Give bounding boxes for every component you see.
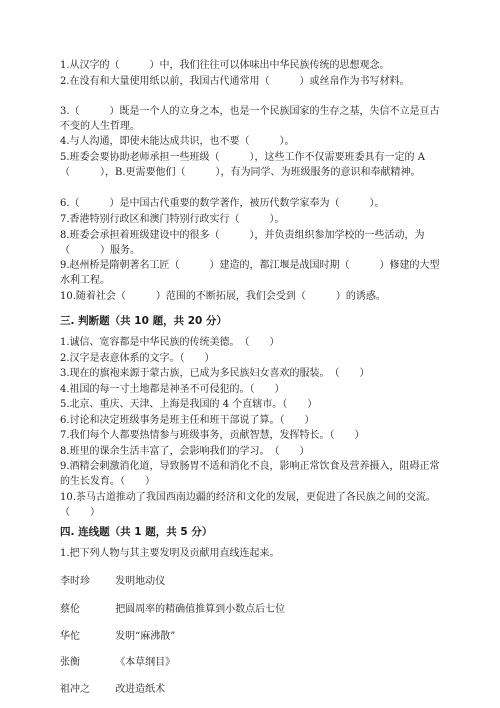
- fill-item-9: 9.赵州桥是隋朝著名工匠（ ）建造的，都江堰是战国时期（ ）修建的大型水利工程。: [60, 260, 440, 286]
- fill-item-8: 8.班委会承担着班级建设中的很多（ ），并负责组织参加学校的一些活动，为（ ）服务。: [60, 230, 425, 256]
- fill-item-6: 6.（ ）是中国古代重要的数学著作，被历代数学家奉为（ ）。: [60, 198, 385, 209]
- judge-item-10: 10.茶马古道推动了我国西南边疆的经济和文化的发展，更促进了各民族之间的交流。（ ）: [60, 492, 436, 518]
- judge-item-3: 3.现在的旗袍来源于蒙古族，已成为多民族妇女喜欢的服装。 （ ）: [60, 368, 370, 379]
- judge-section-title: 三. 判断题（共 10 题，共 20 分）: [60, 315, 227, 327]
- fill-item-1: 1.从汉字的（ ）中，我们往往可以体味出中华民族传统的思想观念。: [60, 60, 390, 71]
- match-row: [60, 682, 165, 697]
- match-person: 李时珍: [60, 576, 90, 587]
- fill-item-2: 2.在没有和大量使用纸以前，我国古代通常用（ ）或丝帛作为书写材料。: [60, 76, 410, 87]
- match-person: 华佗: [60, 631, 80, 642]
- match-item: 把圆周率的精确值推算到小数点后七位: [115, 604, 286, 615]
- judge-item-6: 6.讨论和决定班级事务是班主任和班干部说了算。（ ）: [60, 415, 315, 426]
- match-item: 发明“麻沸散”: [115, 631, 176, 642]
- fill-item-3: 3.（ ）既是一个人的立身之本，也是一个民族国家的生存之基，失信不立是亘古不变的人生哲理。: [60, 106, 440, 132]
- fill-item-4: 4.与人沟通，即使未能达成共识，也不要（ ）。: [60, 136, 295, 147]
- judge-item-7: 7.我们每个人都要热情参与班级事务，贡献智慧，发挥特长。（ ）: [60, 430, 365, 441]
- match-item: 发明地动仪: [115, 576, 166, 587]
- matching-section-title: 四. 连线题（共 1 题，共 5 分）: [60, 526, 213, 538]
- match-person: 蔡伦: [60, 604, 80, 615]
- match-row: [60, 602, 285, 617]
- match-person: 张衡: [60, 657, 80, 668]
- judge-item-1: 1.诚信、宽容都是中华民族的传统美德。 （ ）: [60, 337, 280, 348]
- match-row: [60, 655, 175, 670]
- judge-item-4: 4.祖国的每一寸土地都是神圣不可侵犯的。（ ）: [60, 384, 285, 395]
- judge-item-8: 8.班里的课余生活丰富了，会影响我们的学习。 （ ）: [60, 446, 310, 457]
- match-item: 改进造纸术: [115, 684, 166, 695]
- judge-item-9: 9.酒精会刺激消化道，导致肠胃不适和消化不良，影响正常饮食及营养摄入，阻碍正常的生长发育。（ ）: [60, 461, 440, 487]
- match-row: [60, 629, 175, 644]
- match-row: [60, 574, 165, 589]
- judge-item-5: 5.北京、重庆、天津、上海是我国的 4 个直辖市。（ ）: [60, 399, 318, 410]
- fill-item-10: 10.随着社会（ ）范围的不断拓展，我们会受到（ ）的诱惑。: [60, 291, 386, 302]
- match-item: 《本草纲目》: [115, 657, 176, 668]
- fill-item-5: 5.班委会要协助老师承担一些班级（ ），这些工作不仅需要班委具有一定的 A（ ），B.更需要他们（ ），有为同学、为班级服务的意识和奉献精神。: [60, 152, 425, 178]
- matching-instruction: 1.把下列人物与其主要发明及贡献用直线连起来。: [60, 548, 280, 559]
- fill-item-7: 7.香港特别行政区和澳门特别行政实行（ ）。: [60, 214, 285, 225]
- judge-item-2: 2.汉字是表意体系的文字。（ ）: [60, 353, 215, 364]
- match-person: 祖冲之: [60, 684, 90, 695]
